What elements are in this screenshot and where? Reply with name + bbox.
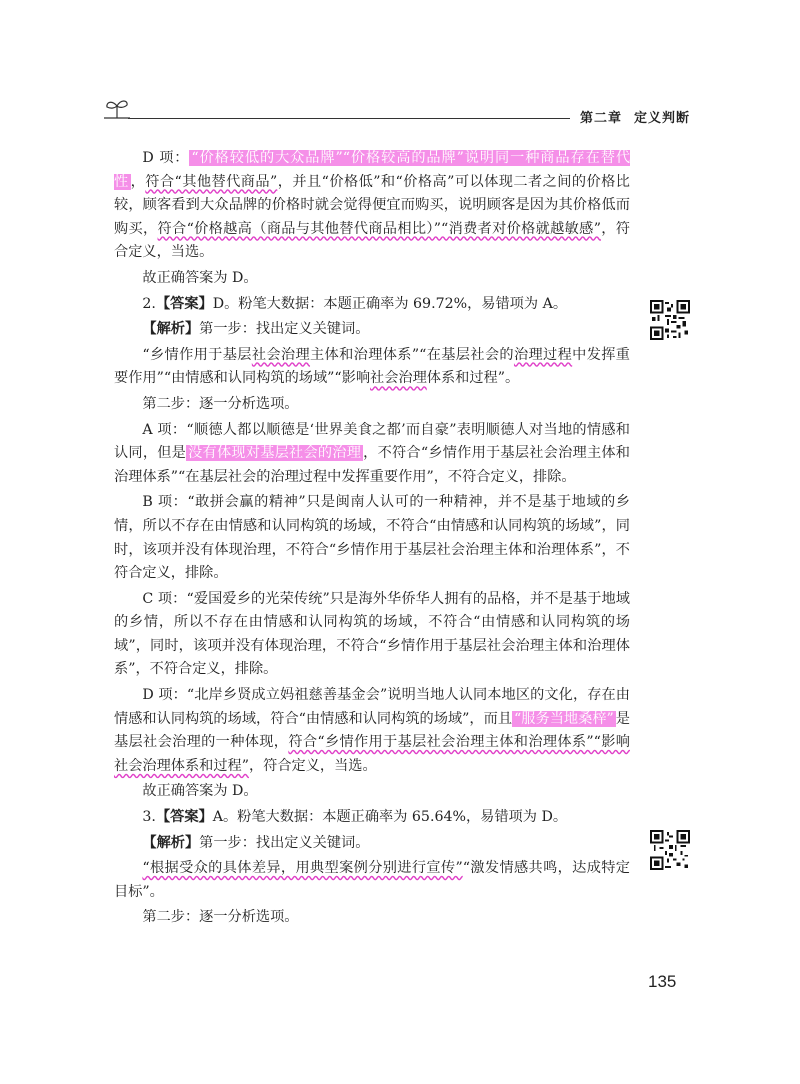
sprout-icon: [104, 96, 130, 120]
q2-answer-line: [114, 293, 630, 317]
step-text: 第一步：找出定义关键词。: [199, 321, 370, 338]
highlighted-text: “价格较低的大众品牌”“价格较高的品牌”说明同一种商品存在替代性: [114, 150, 631, 190]
analysis-tag: 【解析】: [142, 834, 200, 851]
chapter-number: 第二章: [580, 111, 623, 126]
underlined-text: 符合“价格越高（商品与其他替代商品相比）”“消费者对价格就越敏感”: [157, 220, 601, 237]
page-number: 135: [648, 972, 677, 991]
underlined-text: 社会治理: [370, 370, 427, 387]
underlined-text: 治理过程: [513, 346, 573, 363]
underlined-text: “根据受众的具体差异，用典型案例分别进行宣传”: [142, 860, 463, 877]
q2-analysis-line: [114, 318, 630, 342]
text-span: “激发情感共鸣，达成特定目标”。: [114, 860, 630, 900]
underlined-text: 符合“乡情作用于基层社会治理主体和治理体系”“影响社会治理体系和过程”: [114, 734, 630, 774]
q3-keywords: [114, 857, 630, 904]
answer-tag: 【答案】: [155, 809, 213, 826]
text-span: “乡情作用于基层: [142, 346, 252, 363]
qr-code-icon[interactable]: [650, 300, 690, 340]
question-number: 2.: [142, 295, 156, 312]
q2-keywords: [114, 344, 630, 391]
chapter-section: 定义判断: [634, 111, 691, 126]
option-label: D 项：: [142, 150, 190, 166]
q1-option-d: [114, 147, 630, 265]
text-span: 是基层社会治理的一种体现，: [114, 710, 630, 751]
question-number: 3.: [142, 809, 156, 826]
qr-code-icon[interactable]: [650, 830, 690, 870]
chapter-title: [580, 107, 702, 126]
answer-tag: 【答案】: [155, 295, 213, 312]
highlighted-text: “服务当地桑梓”: [514, 710, 614, 727]
step-text: 第一步：找出定义关键词。: [199, 834, 370, 851]
q2-option-a: [114, 419, 630, 490]
text-span: 体系和过程”。: [426, 370, 520, 387]
q2-step2: 第二步：逐一分析选项。: [142, 395, 299, 412]
text-span: ，符合定义，当选。: [248, 757, 377, 774]
page-header: [0, 0, 800, 140]
text-span: ，不符合“乡情作用于基层社会治理主体和治理体系”“在基层社会的治理过程中发挥重要作用”，不符合定义，排除。: [114, 445, 630, 485]
page-content: [114, 147, 630, 932]
text-span: ，符合定义，当选。: [114, 220, 630, 261]
q2-option-c: C 项：“爱国爱乡的光荣传统”只是海外华侨华人拥有的品格，并不是基于地域的乡情，所以不存在由情感和认同构筑的场域，不符合“由情感和认同构筑的场域”，同时，该项并没有体现治理，不符合“乡情作用于基层社会治理主体和治理体系”，不符合定义，排除。: [114, 590, 630, 678]
highlighted-text: 没有体现对基层社会的治理: [188, 445, 362, 462]
q3-step2: 第二步：逐一分析选项。: [142, 909, 299, 926]
text-span: A 项：“顺德人都以顺德是‘世界美食之都’而自豪”表明顺德人对当地的情感和认同，但是: [114, 421, 630, 462]
q2-option-b: B 项：“敢拼会赢的精神”只是闽南人认可的一种精神，并不是基于地域的乡情，所以不存在由情感和认同构筑的场域，不符合“由情感和认同构筑的场域”，同时，该项并没有体现治理，不符合“乡情作用于基层社会治理主体和治理体系”，不符合定义，排除。: [114, 494, 630, 582]
q2-option-d: [114, 684, 630, 778]
answer-text: D。粉笔大数据：本题正确率为 69.72%，易错项为 A。: [212, 295, 568, 312]
underlined-text: 符合“其他替代商品”: [145, 173, 278, 190]
answer-text: A。粉笔大数据：本题正确率为 65.64%，易错项为 D。: [212, 809, 568, 826]
header-rule: [128, 118, 570, 119]
analysis-tag: 【解析】: [142, 321, 200, 338]
q2-final-answer: 故正确答案为 D。: [142, 783, 258, 800]
text-span: 主体和治理体系”“在基层社会的: [310, 346, 514, 363]
underlined-text: 社会治理: [251, 346, 311, 363]
text-span: ，: [130, 173, 146, 190]
text-span: 中发挥重要作用”“由情感和认同构筑的场域”“影响: [114, 346, 630, 387]
text-span: ，并且“价格低”和“价格高”可以体现二者之间的价格比较，顾客看到大众品牌的价格时就会觉得便宜而购买，说明顾客是因为其价格低而购买，: [114, 173, 630, 237]
text-span: D 项：“北岸乡贤成立妈祖慈善基金会”说明当地人认同本地区的文化，存在由情感和认同构筑的场域，符合“由情感和认同构筑的场域”，而且: [114, 687, 630, 727]
q3-answer-line: [114, 806, 630, 830]
q1-answer: 故正确答案为 D。: [142, 269, 258, 286]
q3-analysis-line: [114, 832, 630, 856]
